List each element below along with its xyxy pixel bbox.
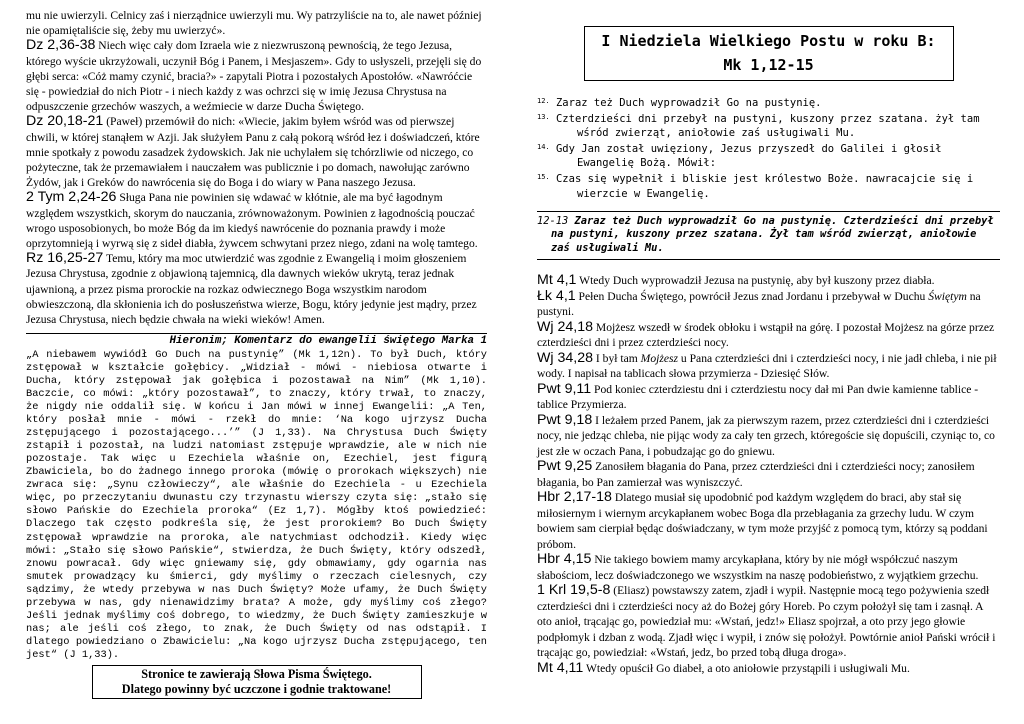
verse-13: $^{13.}$ Czterdzieści dni przebył na pustyni, kuszony przez szatana. żył tam wśród zwierząt, aniołowie zaś usługiwali Mu. <box>537 113 980 140</box>
verse-15: $^{15.}$ Czas się wypełnił i bliskie jest królestwo Boże. nawracajcie się i wierzcie w Ewangelię. <box>537 173 974 200</box>
reference-label: Pwt 9,18 <box>537 411 593 428</box>
paragraph-2-tym: 2 Tym 2,24-26 Sługa Pana nie powinien się wdawać w kłótnie, ale ma być łagodnym względem wszystkich, skorym do nauczania, zrównoważonym. Powinien z łagodnością pouczać wrogo usposobionych, bo może Bóg da im kiedyś nawrócenie do poznania prawdy i może oprzytomnieją i wyrwą się z sideł diabła, żywcem schwytani przez niego, zdani na wolę tamtego. <box>26 189 478 251</box>
reference-label: Łk 4,1 <box>537 287 576 304</box>
page-subtitle: Mk 1,12-15 <box>723 56 814 74</box>
reference-hbr-2-17: Hbr 2,17-18 Dlatego musiał się upodobnić pod każdym względem do braci, aby stał się miłosiernym i wiernym arcykapłanem wobec Boga dla przebłagania za grzechy ludu. W czym bowiem sam cierpiał będąc doświadczany, w tym może przyjść z pomocą tym, którzy są poddani próbom. <box>537 489 988 551</box>
scripture-references-left <box>26 8 487 327</box>
reference-pwt-9-18: Pwt 9,18 I leżałem przed Panem, jak za pierwszym razem, przez czterdzieści dni i czterdzieści nocy, nie jedząc chleba, nie pijąc wody za cały ten grzech, któregoście się dopuścili, czyniąc to, co jest złe w oczach Pana, i pobudzając go do gniewu. <box>537 411 995 458</box>
reference-1-krl-19: 1 Krl 19,5-8 (Eliasz) powstawszy zatem, zjadł i wypił. Następnie mocą tego pożywienia szedł czterdzieści dni i czterdzieści nocy aż do Bożej góry Horeb. Po czym położył się tam i zasnął. A oto anioł, trącając go, powiedział mu: «Wstań, jedz!» Eliasz spojrzał, a oto przy jego głowie podpłomyk i dzban z wodą. Zjadł więc i wypił, i znów się położył. Powtórnie anioł Pański wrócił i trącając go, powiedział: «Wstań, jedz, bo przed tobą długa droga». <box>537 582 996 660</box>
reference-label: Pwt 9,25 <box>537 458 593 475</box>
reference-label: Mt 4,11 <box>537 659 584 676</box>
reference-label: 1 Krl 19,5-8 <box>537 582 611 599</box>
reference-hbr-4-15: Hbr 4,15 Nie takiego bowiem mamy arcykapłana, który by nie mógł współczuć naszym słabościom, lecz doświadczonego we wszystkim na naszę podobieństwo, z wyjątkiem grzechu. <box>537 551 979 582</box>
left-column <box>26 8 487 699</box>
scripture-references-right <box>537 273 1000 676</box>
reference-wj-34-28: Wj 34,28 I był tam Mojżesz u Pana czterdzieści dni i czterdzieści nocy, i nie jadł chleba, i nie pił wody. I napisał na tablicach słowa przymierza - Dziesięć Słów. <box>537 349 997 381</box>
page-title-box <box>584 26 954 81</box>
verse-12: $^{12.}$ Zaraz też Duch wyprowadził Go na pustynię. <box>537 97 822 109</box>
paragraph-dz-2: Dz 2,36-38 Niech więc cały dom Izraela wie z niezwruszoną pewnością, że tego Jezusa, którego wyście ukrzyżowali, uczynił Bóg i Panem, i Mesjaszem». Gdy to usłyszeli, przejęli się do głębi serca: «Cóż mamy czynić, bracia?» - zapytali Piotra i pozostałych Apostołów. «Nawróćcie się - powiedział do nich Piotr - i niech każdy z was ochrzci się w imię Jezusa Chrystusa na odpuszczenie grzechów waszych, a weźmiecie w darze Ducha Świętego. <box>26 37 482 114</box>
comment-verse-range: 12-13 <box>537 214 569 227</box>
hieronim-title: Hieronim; Komentarz do ewangelii świętego Marka 1 <box>26 333 487 349</box>
reference-pwt-9-25: Pwt 9,25 Zanosiłem błagania do Pana, przez czterdzieści dni i czterdzieści nocy; zanosiłem błagania, bo Pan zamierzał was wyniszczyć. <box>537 458 975 489</box>
respect-notice-line2: Dlatego powinny być uczczone i godnie traktowane! <box>121 682 392 697</box>
reference-label: 2 Tym 2,24-26 <box>26 189 117 206</box>
right-column <box>537 8 1000 676</box>
reference-mt-4-11: Mt 4,11 Wtedy opuścił Go diabeł, a oto aniołowie przystąpili i usługiwali Mu. <box>537 659 910 676</box>
reference-label: Rz 16,25-27 <box>26 250 104 267</box>
reference-label: Wj 24,18 <box>537 318 593 335</box>
paragraph-rz: Rz 16,25-27 Temu, który ma moc utwierdzić was zgodnie z Ewangelią i moim głoszeniem Jezusa Chrystusa, zgodnie z objawioną tajemnicą, dla dawnych wieków ukrytą, teraz jednak ujawnioną, a przez pisma prorockie na rozkaz odwiecznego Boga wszystkim narodom obwieszczoną, dla skłonienia ich do posłuszeństwa wierze, Bogu, który jedynie jest mądry, przez Jezusa Chrystusa, niech będzie chwała na wieki wieków! Amen. <box>26 250 477 327</box>
reference-label: Pwt 9,11 <box>537 380 592 397</box>
respect-notice-line1: Stronice te zawierają Słowa Pisma Świętego. <box>141 666 372 681</box>
paragraph-dz-20: Dz 20,18-21 (Paweł) przemówił do nich: «Wiecie, jakim byłem wśród was od pierwszej chwili, w której stanąłem w Azji. Jak służyłem Panu z całą pokorą wśród łez i doświadczeń, które mnie spotkały z powodu zasadzek żydowskich. Jak nie uchylałem się tchórzliwie od niczego, co pożyteczne, tak że przemawiałem i nauczałem was publicznie i po domach, nawołując zarówno Żydów, jak i Greków do nawrócenia się do Boga i do wiary w Pana naszego Jezusa. <box>26 113 480 190</box>
paragraph-continuation: mu nie uwierzyli. Celnicy zaś i nierządnice uwierzyli mu. Wy patrzyliście na to, ale nawet później nie opamiętaliście się, żeby mu uwierzyć». <box>26 9 482 38</box>
reference-mt-4-1: Mt 4,1 Wtedy Duch wyprowadził Jezusa na pustynię, aby był kuszony przez diabła. <box>537 272 935 289</box>
reference-wj-24-18: Wj 24,18 Mojżesz wszedł w środek obłoku i wstąpił na górę. I pozostał Mojżesz na górze przez czterdzieści dni i przez czterdzieści nocy. <box>537 318 995 350</box>
respect-notice-box <box>92 665 422 699</box>
comment-text: Zaraz też Duch wyprowadził Go na pustynię. Czterdzieści dni przebył na pustyni, kuszony przez szatana. Żył tam wśród zwierząt, aniołowie zaś usługiwali Mu. <box>551 214 994 255</box>
reference-label: Dz 2,36-38 <box>26 37 96 54</box>
verse-comment-box <box>537 211 1000 260</box>
gospel-verses <box>537 94 1000 201</box>
reference-label: Dz 20,18-21 <box>26 113 104 130</box>
reference-label: Hbr 2,17-18 <box>537 489 612 506</box>
page-title: I Niedziela Wielkiego Postu w roku B: <box>601 32 936 50</box>
reference-label: Hbr 4,15 <box>537 551 592 568</box>
verse-14: $^{14.}$ Gdy Jan został uwięziony, Jezus przyszedł do Galilei i głosił Ewangelię Bożą. Mówił: <box>537 143 942 170</box>
reference-pwt-9-11: Pwt 9,11 Pod koniec czterdziestu dni i czterdziestu nocy dał mi Pan dwie kamienne tablice - tablice Przymierza. <box>537 380 979 412</box>
reference-label: Wj 34,28 <box>537 349 593 366</box>
reference-lk-4-1: Łk 4,1 Pełen Ducha Świętego, powrócił Jezus znad Jordanu i przebywał w Duchu Świętym na pustyni. <box>537 287 981 319</box>
hieronim-commentary: „A niebawem wywiódł Go Duch na pustynię” (Mk 1,12n). To był Duch, który zstępował w kształcie gołębicy. „Widział - mówi - niebiosa otwarte i Ducha, który zstępował jak gołębica i pozostawał na Nim” (Mk 1,10). Baczcie, co mówi: „który pozostawał”, to znaczy, który trwał, to znaczy, że nigdy nie oddalił się. W końcu i Jan mówi w innej Ewangelii: „A Ten, który posłał mnie - mówi - rzekł do mnie: ‘Na kogo ujrzysz Ducha zstępującego i pozostającego...’” (J 1,33). Na Chrystusa Duch Święty zstąpił i pozostał, na ludzi natomiast zstępuje wprawdzie, ale w nich nie pozostaje. Tak więc u Ezechiela właśnie on, Ezechiel, jest figurą Zbawiciela, bo do żadnego innego proroka (mówię o prorokach większych) nie zwraca się: „Synu człowieczy“, ale właśnie do Ezechiela - u Ezechiela więc, po przeczytaniu dwunastu czy trzynastu wierszy czyta się: „stało się słowo Pańskie do Ezechiela proroka“ (Ez 1,7). Mógłby ktoś powiedzieć: Dlaczego tak często podkreśla się, że jest prorokiem? Bo Duch Święty zstępował wprawdzie na proroka, ale natychmiast odchodził. Kiedy więc mówi: „Stało się słowo Pańskie“, stwierdza, że Duch Święty, który odszedł, znowu powracał. Gdy więc gniewamy się, gdy obmawiamy, gdy ogarnia nas smutek prowadzący ku śmierci, gdy myślimy o rzeczach cielesnych, czy sądzimy, że wtedy przebywa w nas Duch Święty? Może ufamy, że Duch Święty przebywa w nas, gdy nienawidzimy brata? A może, gdy myślimy coś złego? Jeśli jednak myślimy coś dobrego, to wiedzmy, że Duch Święty zamieszkuje w nas; ale jeśli coś złego, to znak, że Duch Święty od nas odstąpił. I dlatego powiedziano o Zbawicielu: „Na kogo ujrzysz Ducha zstępującego, ten jest“ (J 1,33). <box>26 348 487 661</box>
reference-label: Mt 4,1 <box>537 272 577 289</box>
